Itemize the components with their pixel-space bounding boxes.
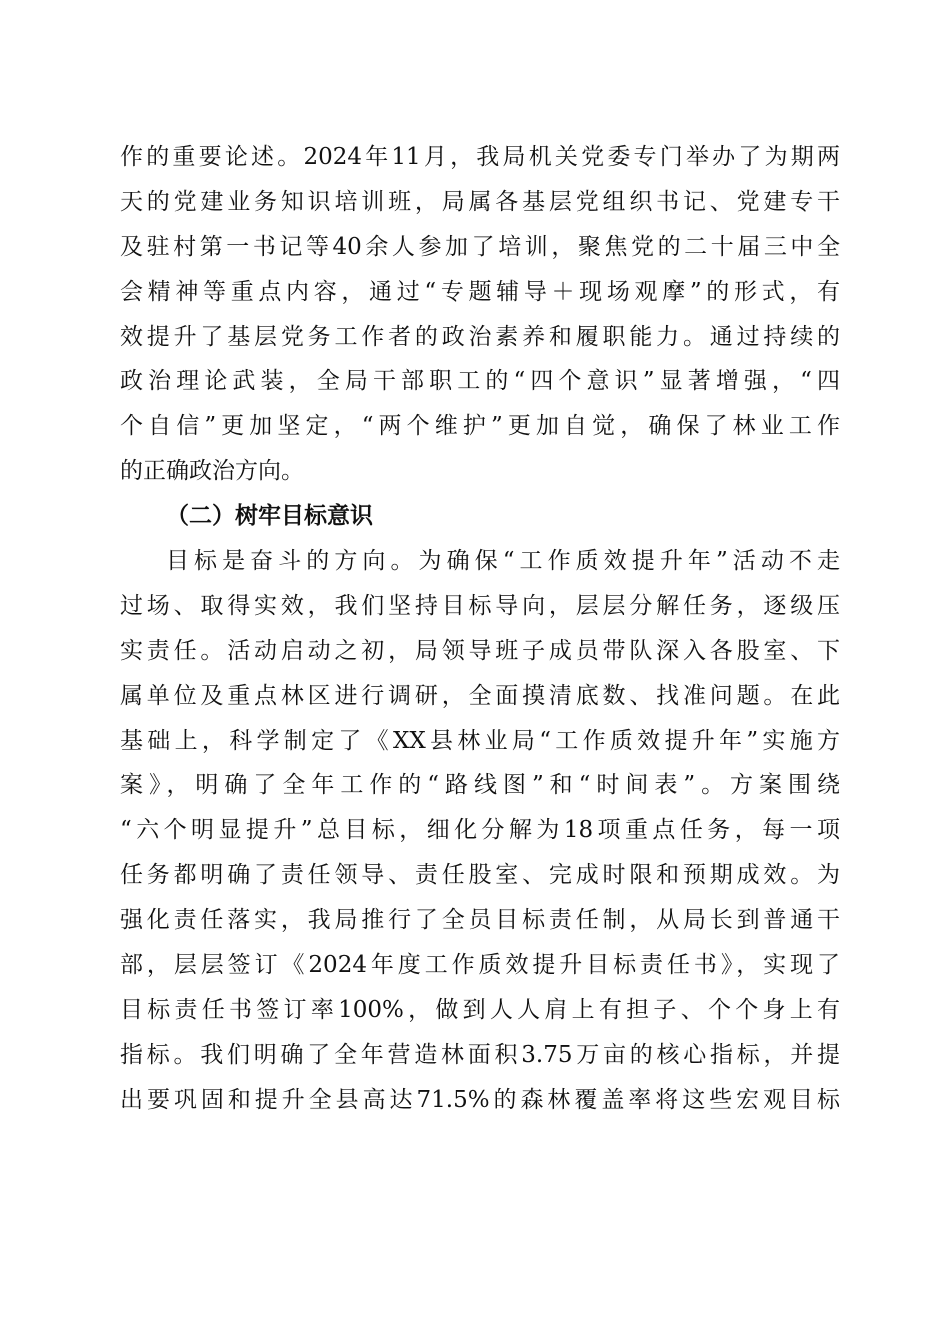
document-body xyxy=(120,135,840,1123)
text-line: 目标是奋斗的方向。为确保“工作质效提升年”活动不走 xyxy=(166,548,840,575)
text-line: 基础上，科学制定了《XX县林业局“工作质效提升年”实施方 xyxy=(120,727,840,754)
text-line: 实责任。活动启动之初，局领导班子成员带队深入各股室、下 xyxy=(120,637,840,664)
text-line: 作的重要论述。2024年11月，我局机关党委专门举办了为期两 xyxy=(120,144,840,170)
text-line: 出要巩固和提升全县高达71.5%的森林覆盖率将这些宏观目标 xyxy=(120,1086,840,1113)
text-line: 及驻村第一书记等40余人参加了培训，聚焦党的二十届三中全 xyxy=(120,233,840,260)
text-line: 过场、取得实效，我们坚持目标导向，层层分解任务，逐级压 xyxy=(120,592,840,619)
paragraph-goal-awareness xyxy=(120,539,840,1123)
text-line: 目标责任书签订率100%，做到人人肩上有担子、个个身上有 xyxy=(120,996,840,1023)
text-line: 部，层层签订《2024年度工作质效提升目标责任书》，实现了 xyxy=(120,952,840,979)
text-line: 任务都明确了责任领导、责任股室、完成时限和预期成效。为 xyxy=(120,862,840,889)
text-line: 政治理论武装，全局干部职工的“四个意识”显著增强，“四 xyxy=(120,368,840,395)
text-line: 个自信”更加坚定，“两个维护”更加自觉，确保了林业工作 xyxy=(120,413,840,440)
text-line: 天的党建业务知识培训班，局属各基层党组织书记、党建专干 xyxy=(120,188,840,215)
text-line: 强化责任落实，我局推行了全员目标责任制，从局长到普通干 xyxy=(120,907,840,934)
text-line: 效提升了基层党务工作者的政治素养和履职能力。通过持续的 xyxy=(120,323,840,350)
text-line: “六个明显提升”总目标，细化分解为18项重点任务，每一项 xyxy=(120,817,840,844)
paragraph-political-training xyxy=(120,135,840,494)
text-line: 属单位及重点林区进行调研，全面摸清底数、找准问题。在此 xyxy=(120,682,840,709)
section-heading: （二）树牢目标意识 xyxy=(166,502,373,530)
text-line: 会精神等重点内容，通过“专题辅导＋现场观摩”的形式，有 xyxy=(120,278,840,305)
text-line: 指标。我们明确了全年营造林面积3.75万亩的核心指标，并提 xyxy=(120,1041,840,1068)
text-line: 的正确政治方向。 xyxy=(120,458,304,485)
text-line: 案》，明确了全年工作的“路线图”和“时间表”。方案围绕 xyxy=(120,772,840,799)
